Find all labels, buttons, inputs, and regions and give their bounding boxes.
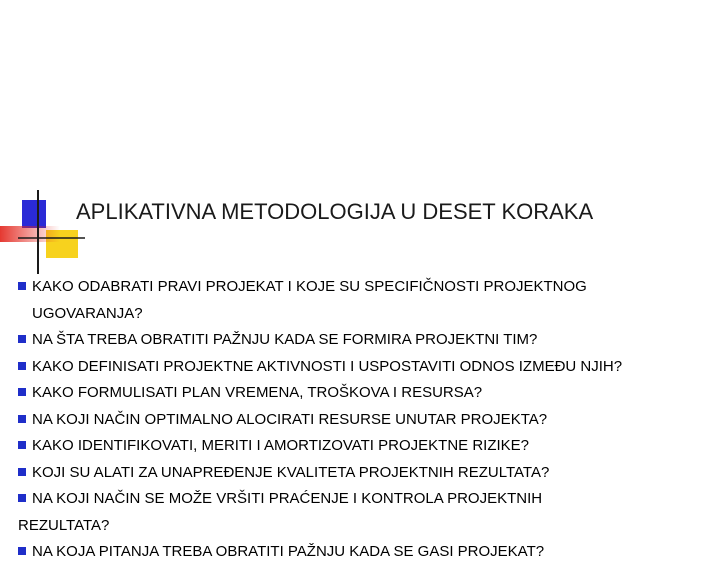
bullet-item: [18, 380, 718, 407]
bullet-text: KAKO FORMULISATI PLAN VREMENA, TROŠKOVA I RESURSA?: [32, 384, 483, 401]
bullet-text: KOJI SU ALATI ZA UNAPREĐENJE KVALITETA PROJEKTNIH REZULTATA?: [32, 463, 550, 481]
bullet-item: [18, 460, 718, 487]
decorative-logo-graphic: [0, 190, 85, 280]
bullet-item: [18, 539, 718, 566]
bullet-item: [18, 486, 718, 539]
bullet-text: NA KOJI NAČIN SE MOŽE VRŠITI PRAĆENJE I KONTROLA PROJEKTNIH: [32, 490, 543, 507]
bullet-item: [18, 274, 718, 327]
square-bullet-icon: [18, 362, 26, 370]
square-bullet-icon: [18, 547, 26, 555]
square-bullet-icon: [18, 468, 26, 476]
bullet-item: [18, 354, 718, 381]
bullet-text: KAKO DEFINISATI PROJEKTNE AKTIVNOSTI I USPOSTAVITI ODNOS IZMEĐU NJIH?: [32, 357, 623, 375]
slide-title: APLIKATIVNA METODOLOGIJA U DESET KORAKA: [76, 199, 594, 224]
bullet-text-continuation: REZULTATA?: [18, 516, 110, 534]
square-bullet-icon: [18, 282, 26, 290]
bullet-text: NA ŠTA TREBA OBRATITI PAŽNJU KADA SE FORMIRA PROJEKTNI TIM?: [32, 331, 538, 348]
bullet-text: KAKO IDENTIFIKOVATI, MERITI I AMORTIZOVATI PROJEKTNE RIZIKE?: [32, 437, 530, 454]
square-bullet-icon: [18, 494, 26, 502]
bullet-text: KAKO ODABRATI PRAVI PROJEKAT I KOJE SU SPECIFIČNOSTI PROJEKTNOG: [32, 278, 587, 295]
square-bullet-icon: [18, 335, 26, 343]
bullet-text-continuation: UGOVARANJA?: [32, 304, 143, 322]
square-bullet-icon: [18, 388, 26, 396]
bullet-item: [18, 327, 718, 354]
bullet-item: [18, 433, 718, 460]
bullet-list: [18, 274, 718, 566]
bullet-text: NA KOJA PITANJA TREBA OBRATITI PAŽNJU KADA SE GASI PROJEKAT?: [32, 543, 545, 560]
square-bullet-icon: [18, 415, 26, 423]
square-bullet-icon: [18, 441, 26, 449]
deco-blue-square: [22, 200, 46, 228]
bullet-text: NA KOJI NAČIN OPTIMALNO ALOCIRATI RESURSE UNUTAR PROJEKTA?: [32, 410, 548, 428]
bullet-item: [18, 407, 718, 434]
deco-red-bar: [0, 226, 60, 242]
